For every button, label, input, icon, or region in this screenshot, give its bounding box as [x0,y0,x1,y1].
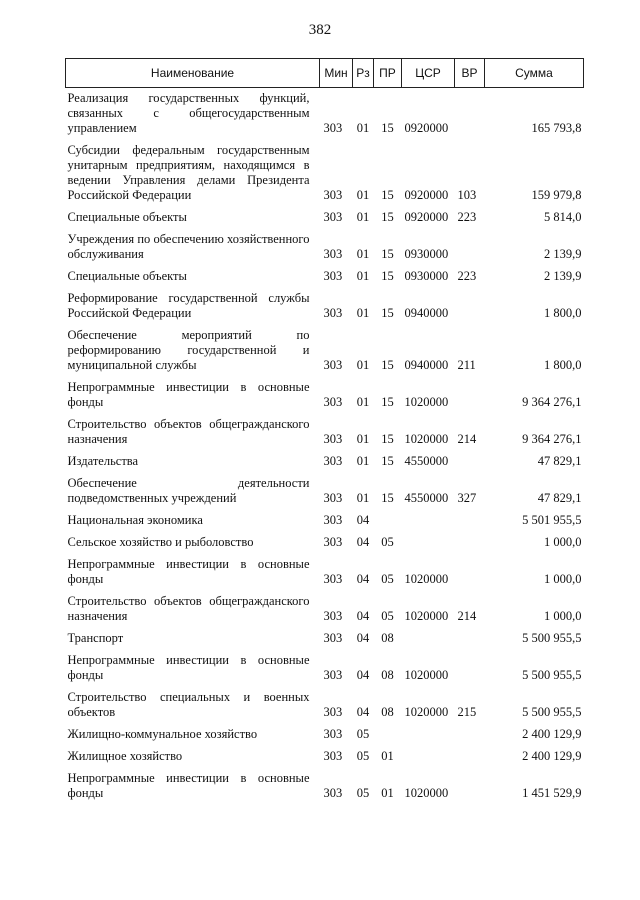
cell-sum: 1 000,0 [544,609,582,623]
table-row [66,207,584,229]
cell-name: Строительство специальных и военных объектов [67,690,310,719]
cell-name: Непрограммные инвестиции в основные фонды [67,380,310,409]
cell-name: Обеспечение деятельности подведомственных учреждений [67,476,310,505]
table-row [66,377,584,414]
cell-vr [455,451,485,473]
cell-vr [455,532,485,554]
cell-csr [402,746,455,768]
cell-min: 303 [323,269,343,283]
header-rz: Рз [353,59,374,88]
table-row [66,451,584,473]
header-pr: ПР [374,59,402,88]
header-name: Наименование [66,59,320,88]
cell-pr: 05 [381,609,394,623]
cell-name: Обеспечение мероприятий по реформированию государственной и муниципальной службы [67,328,310,372]
table-row [66,266,584,288]
cell-rz: 04 [356,513,370,527]
cell-pr [374,510,402,532]
cell-vr [455,650,485,687]
cell-pr [374,724,402,746]
cell-vr [455,288,485,325]
cell-rz: 01 [356,121,370,135]
cell-sum: 1 800,0 [544,358,582,372]
cell-vr [455,88,485,141]
cell-sum: 1 451 529,9 [522,786,582,800]
cell-vr [455,768,485,805]
cell-pr: 15 [381,491,394,505]
cell-pr: 15 [381,454,394,468]
cell-csr: 1020000 [404,572,449,586]
cell-name: Жилищное хозяйство [67,749,183,763]
cell-min: 303 [323,247,343,261]
cell-pr: 15 [381,121,394,135]
cell-csr [402,724,455,746]
cell-sum: 2 139,9 [544,247,582,261]
cell-pr: 15 [381,432,394,446]
table-row [66,473,584,510]
cell-sum: 2 400 129,9 [522,727,582,741]
cell-csr: 0940000 [404,306,449,320]
cell-csr [402,628,455,650]
cell-sum: 5 500 955,5 [522,705,582,719]
cell-rz: 04 [356,668,370,682]
cell-min: 303 [323,572,343,586]
cell-min: 303 [323,727,343,741]
cell-name: Издательства [67,454,139,468]
cell-pr: 08 [381,631,394,645]
table-row [66,746,584,768]
budget-table [65,58,584,805]
cell-pr: 15 [381,395,394,409]
header-vr: ВР [455,59,485,88]
cell-name: Непрограммные инвестиции в основные фонды [67,653,310,682]
cell-vr [455,377,485,414]
cell-rz: 04 [356,535,370,549]
cell-sum: 5 500 955,5 [522,631,582,645]
cell-vr: 223 [457,210,477,224]
cell-csr: 0920000 [404,210,449,224]
cell-csr: 0930000 [404,269,449,283]
cell-rz: 01 [356,306,370,320]
cell-vr [455,724,485,746]
cell-csr: 1020000 [404,432,449,446]
cell-vr [455,229,485,266]
cell-rz: 04 [356,631,370,645]
cell-sum: 1 800,0 [544,306,582,320]
cell-sum: 2 400 129,9 [522,749,582,763]
table-row [66,532,584,554]
cell-pr: 15 [381,358,394,372]
cell-rz: 01 [356,432,370,446]
cell-pr: 08 [381,668,394,682]
cell-min: 303 [323,395,343,409]
cell-min: 303 [323,705,343,719]
cell-vr [455,746,485,768]
cell-min: 303 [323,513,343,527]
cell-name: Специальные объекты [67,210,187,224]
cell-rz: 01 [356,395,370,409]
cell-csr: 1020000 [404,705,449,719]
cell-sum: 9 364 276,1 [522,395,582,409]
cell-csr: 1020000 [404,786,449,800]
cell-csr [402,532,455,554]
cell-sum: 165 793,8 [531,121,582,135]
table-row [66,591,584,628]
cell-csr [402,510,455,532]
cell-name: Непрограммные инвестиции в основные фонды [67,771,310,800]
cell-rz: 01 [356,210,370,224]
cell-name: Реализация государственных функций, связанных с общегосударственным управлением [67,91,310,135]
cell-vr: 211 [457,358,476,372]
cell-rz: 01 [356,247,370,261]
cell-vr [455,628,485,650]
cell-pr: 01 [381,786,394,800]
cell-sum: 9 364 276,1 [522,432,582,446]
table-row [66,325,584,377]
cell-pr: 15 [381,188,394,202]
table-row [66,140,584,207]
cell-rz: 01 [356,188,370,202]
cell-name: Жилищно-коммунальное хозяйство [67,727,258,741]
cell-min: 303 [323,786,343,800]
cell-sum: 47 829,1 [537,491,582,505]
cell-name: Строительство объектов общегражданского назначения [67,417,310,446]
cell-rz: 01 [356,491,370,505]
cell-min: 303 [323,188,343,202]
cell-name: Реформирование государственной службы Российской Федерации [67,291,310,320]
cell-rz: 05 [356,727,370,741]
cell-name: Строительство объектов общегражданского назначения [67,594,310,623]
cell-sum: 1 000,0 [544,572,582,586]
cell-min: 303 [323,358,343,372]
table-row [66,88,584,141]
cell-csr: 0920000 [404,121,449,135]
cell-sum: 2 139,9 [544,269,582,283]
cell-sum: 159 979,8 [531,188,582,202]
table-header-row [66,59,584,88]
cell-vr [455,554,485,591]
cell-csr: 0930000 [404,247,449,261]
table-row [66,628,584,650]
cell-min: 303 [323,668,343,682]
cell-vr: 327 [457,491,477,505]
cell-csr: 4550000 [404,454,449,468]
table-row [66,650,584,687]
cell-vr: 214 [457,432,477,446]
cell-sum: 5 501 955,5 [522,513,582,527]
cell-rz: 04 [356,572,370,586]
cell-min: 303 [323,609,343,623]
table-row [66,724,584,746]
cell-csr: 1020000 [404,668,449,682]
cell-min: 303 [323,749,343,763]
cell-min: 303 [323,535,343,549]
cell-rz: 01 [356,269,370,283]
cell-rz: 05 [356,786,370,800]
cell-pr: 05 [381,572,394,586]
table-row [66,510,584,532]
header-min: Мин [320,59,353,88]
cell-name: Национальная экономика [67,513,203,527]
cell-min: 303 [323,306,343,320]
cell-rz: 01 [356,358,370,372]
cell-name: Специальные объекты [67,269,187,283]
cell-rz: 04 [356,609,370,623]
cell-rz: 04 [356,705,370,719]
table-row [66,229,584,266]
cell-sum: 1 000,0 [544,535,582,549]
cell-vr: 214 [457,609,477,623]
cell-name: Сельское хозяйство и рыболовство [67,535,254,549]
cell-name: Субсидии федеральным государственным унитарным предприятиям, находящимся в ведении Управления делами Президента Российской Федерации [67,143,310,202]
cell-name: Непрограммные инвестиции в основные фонды [67,557,310,586]
cell-csr: 1020000 [404,609,449,623]
cell-csr: 4550000 [404,491,449,505]
cell-pr: 05 [381,535,394,549]
cell-csr: 0920000 [404,188,449,202]
cell-csr: 0940000 [404,358,449,372]
cell-min: 303 [323,210,343,224]
cell-rz: 01 [356,454,370,468]
cell-pr: 15 [381,247,394,261]
cell-vr: 103 [457,188,477,202]
cell-pr: 08 [381,705,394,719]
cell-name: Транспорт [67,631,124,645]
table-body [66,88,584,806]
cell-vr: 215 [457,705,477,719]
cell-min: 303 [323,454,343,468]
cell-min: 303 [323,631,343,645]
cell-pr: 15 [381,269,394,283]
header-sum: Сумма [485,59,584,88]
cell-csr: 1020000 [404,395,449,409]
cell-vr: 223 [457,269,477,283]
cell-name: Учреждения по обеспечению хозяйственного обслуживания [67,232,310,261]
header-csr: ЦСР [402,59,455,88]
cell-pr: 15 [381,306,394,320]
table-row [66,288,584,325]
cell-sum: 47 829,1 [537,454,582,468]
table-row [66,687,584,724]
table-row [66,414,584,451]
cell-min: 303 [323,121,343,135]
page-number: 382 [308,22,332,38]
table-row [66,554,584,591]
cell-pr: 01 [381,749,394,763]
cell-sum: 5 500 955,5 [522,668,582,682]
cell-min: 303 [323,432,343,446]
table-row [66,768,584,805]
cell-pr: 15 [381,210,394,224]
cell-rz: 05 [356,749,370,763]
cell-min: 303 [323,491,343,505]
cell-sum: 5 814,0 [544,210,582,224]
cell-vr [455,510,485,532]
